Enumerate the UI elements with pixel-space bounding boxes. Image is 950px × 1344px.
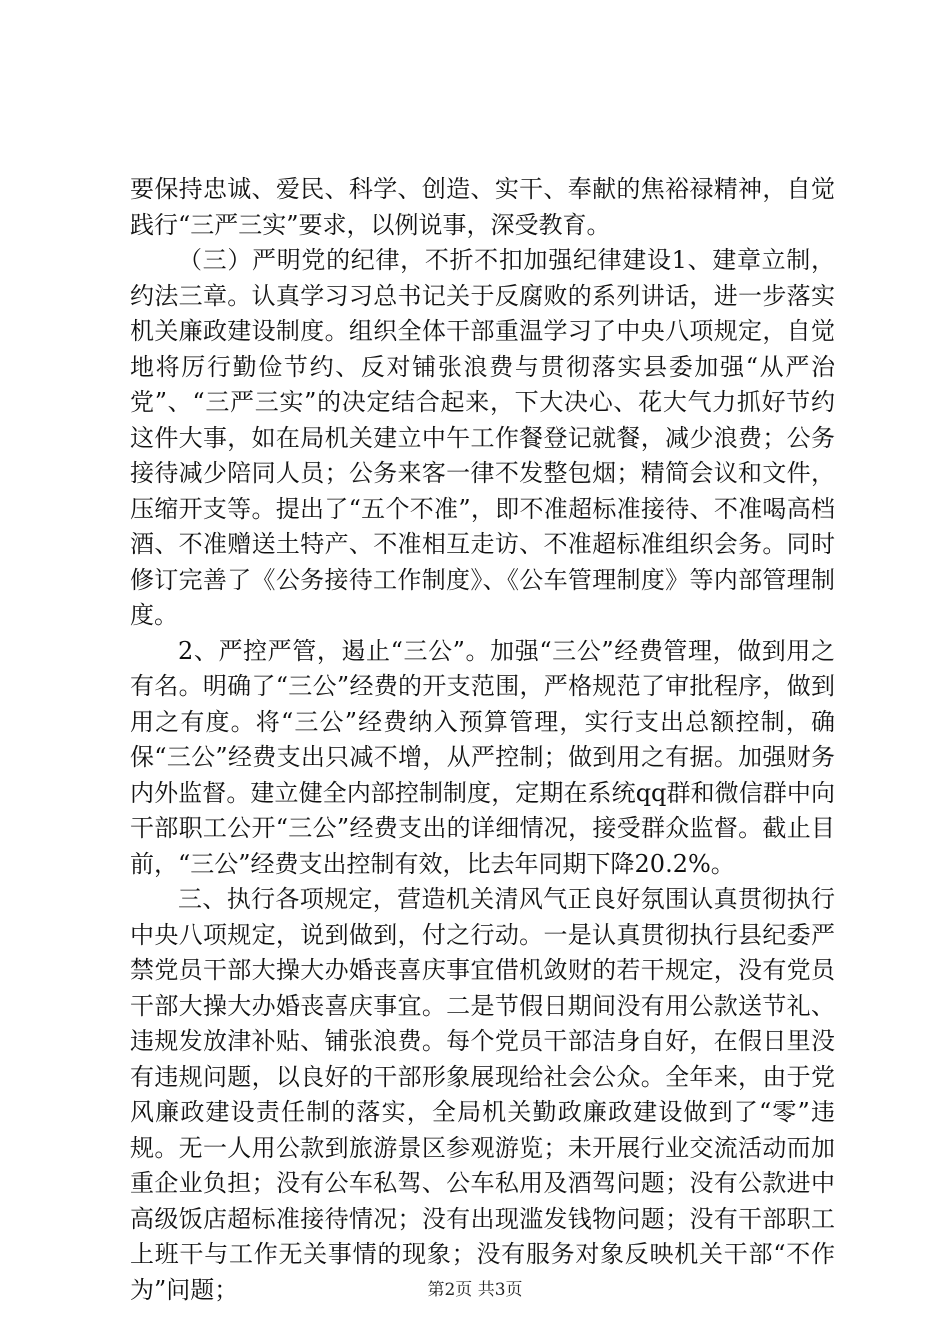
document-body bbox=[130, 172, 835, 1308]
paragraph-continuation: 要保持忠诚、爱民、科学、创造、实干、奉献的焦裕禄精神，自觉践行“三严三实”要求，以例说事，深受教育。 bbox=[130, 175, 835, 239]
paragraph-eight-regulations: 三、执行各项规定，营造机关清风气正良好氛围认真贯彻执行中央八项规定，说到做到，付之行动。一是认真贯彻执行县纪委严禁党员干部大操大办婚丧喜庆事宜借机敛财的若干规定，没有党员干部大操大办婚丧喜庆事宜。二是节假日期间没有用公款送节礼、违规发放津补贴、铺张浪费。每个党员干部洁身自好，在假日里没有违规问题，以良好的干部形象展现给社会公众。全年来，由于党风廉政建设责任制的落实，全局机关勤政廉政建设做到了“零”违规。无一人用公款到旅游景区参观游览；未开展行业交流活动而加重企业负担；没有公车私驾、公车私用及酒驾问题；没有公款进中高级饭店超标准接待情况；没有出现滥发钱物问题；没有干部职工上班干与工作无关事情的现象；没有服务对象反映机关干部“不作为”问题； bbox=[130, 885, 835, 1304]
page-number-footer: 第2页 共3页 bbox=[427, 1280, 523, 1300]
paragraph-three-public-expenses: 2、严控严管，遏止“三公”。加强“三公”经费管理，做到用之有名。明确了“三公”经费的开支范围，严格规范了审批程序，做到用之有度。将“三公”经费纳入预算管理，实行支出总额控制，确保“三公”经费支出只减不增，从严控制；做到用之有据。加强财务内外监督。建立健全内部控制制度，定期在系统qq群和微信群中向干部职工公开“三公”经费支出的详细情况，接受群众监督。截止目前，“三公”经费支出控制有效，比去年同期下降20.2%。 bbox=[130, 636, 835, 878]
paragraph-party-discipline: （三）严明党的纪律，不折不扣加强纪律建设1、建章立制，约法三章。认真学习习总书记关于反腐败的系列讲话，进一步落实机关廉政建设制度。组织全体干部重温学习了中央八项规定，自觉地将厉行勤俭节约、反对铺张浪费与贯彻落实县委加强“从严治党”、“三严三实”的决定结合起来，下大决心、花大气力抓好节约这件大事，如在局机关建立中午工作餐登记就餐，减少浪费；公务接待减少陪同人员；公务来客一律不发整包烟；精简会议和文件，压缩开支等。提出了“五个不准”，即不准超标准接待、不准喝高档酒、不准赠送土特产、不准相互走访、不准超标准组织会务。同时修订完善了《公务接待工作制度》、《公车管理制度》等内部管理制度。 bbox=[130, 246, 835, 629]
